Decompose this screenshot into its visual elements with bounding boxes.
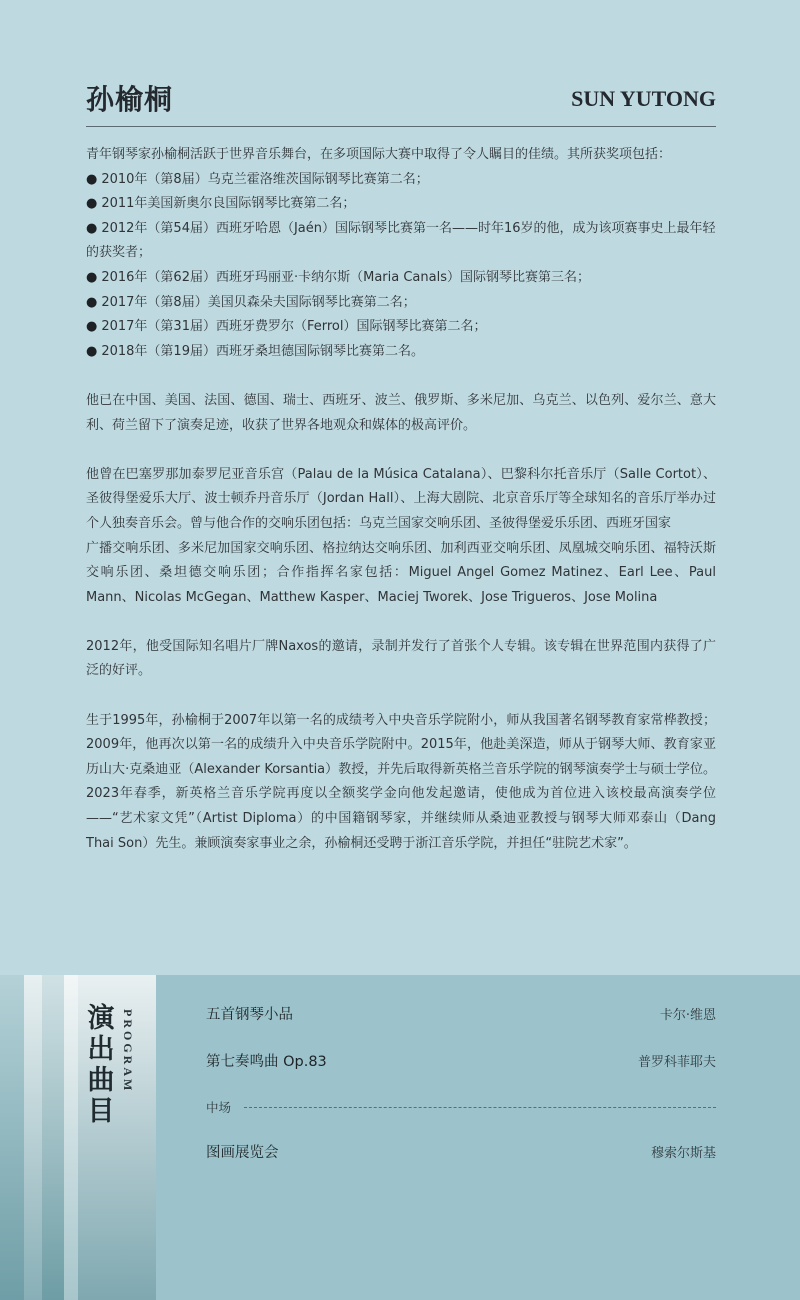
award-item: ● 2016年（第62届）西班牙玛丽亚·卡纳尔斯（Maria Canals）国际钢琴比赛第三名； xyxy=(86,269,590,285)
piece-title: 第七奏鸣曲 Op.83 xyxy=(206,1054,327,1070)
composer-name: 卡尔·维恩 xyxy=(659,1008,716,1023)
program-title-cn: 演出曲目 xyxy=(87,1003,115,1127)
piece-title: 图画展览会 xyxy=(206,1145,279,1161)
bio-paragraph-education: 生于1995年，孙榆桐于2007年以第一名的成绩考入中央音乐学院附小，师从我国著名钢琴教育家常桦教授；2009年，他再次以第一名的成绩升入中央音乐学院附中。2015年，他赴美深造，师从于钢琴大师、教育家亚历山大·克桑迪亚（Alexander Korsantia）教授，并先后取得新英格兰音乐学院的钢琴演奏学士与硕士学位。2023年春季，新英格兰音乐学院再度以全额奖学金向他发起邀请，使他成为首位进入该校最高演奏学位——“艺术家文凭”（Artist Diploma）的中国籍钢琴家，并继续师从桑迪亚教授与钢琴大师邓泰山（Dang Thai Son）先生。兼顾演奏家事业之余，孙榆桐还受聘于浙江音乐学院，并担任“驻院艺术家”。 xyxy=(86,712,716,851)
intermission-divider xyxy=(206,1098,716,1118)
award-item: ● 2012年（第54届）西班牙哈恩（Jaén）国际钢琴比赛第一名——时年16岁的他，成为该项赛事史上最年轻的获奖者； xyxy=(86,220,716,261)
award-item: ● 2010年（第8届）乌克兰霍洛维茨国际钢琴比赛第二名； xyxy=(86,171,429,187)
decorative-stripes xyxy=(0,975,156,1300)
intermission-label: 中场 xyxy=(206,1100,232,1115)
performer-name-en: SUN YUTONG xyxy=(571,86,716,111)
bio-paragraph-venues: 他曾在巴塞罗那加泰罗尼亚音乐宫（Palau de la Música Catalana）、巴黎科尔托音乐厅（Salle Cortot）、圣彼得堡爱乐大厅、波士顿乔丹音乐厅（Jordan Hall）、上海大剧院、北京音乐厅等全球知名的音乐厅举办过个人独奏音乐会。曾与他合作的交响乐团包括：乌克兰国家交响乐团、圣彼得堡爱乐乐团、西班牙国家 xyxy=(86,466,716,531)
award-item: ● 2018年（第19届）西班牙桑坦德国际钢琴比赛第二名。 xyxy=(86,343,424,359)
piece-title: 五首钢琴小品 xyxy=(206,1007,293,1023)
program-item xyxy=(206,1050,716,1074)
award-item: ● 2017年（第31届）西班牙费罗尔（Ferrol）国际钢琴比赛第二名； xyxy=(86,319,487,335)
performer-name-cn: 孙榆桐 xyxy=(86,83,174,116)
program-title-en: PROGRAM xyxy=(121,1009,135,1094)
bio-paragraph-orchestras: 广播交响乐团、多米尼加国家交响乐团、格拉纳达交响乐团、加利西亚交响乐团、凤凰城交响乐团、福特沃斯交响乐团、桑坦德交响乐团；合作指挥名家包括：Miguel Angel Gomez Matinez、Earl Lee、Paul Mann、Nicolas McGegan、Matthew Kasper、Maciej Tworek、Jose Trigueros、Jose Molina xyxy=(86,540,716,605)
bio-paragraph-album: 2012年，他受国际知名唱片厂牌Naxos的邀请，录制并发行了首张个人专辑。该专辑在世界范围内获得了广泛的好评。 xyxy=(86,638,716,679)
bio-paragraph-tours: 他已在中国、美国、法国、德国、瑞士、西班牙、波兰、俄罗斯、多米尼加、乌克兰、以色列、爱尔兰、意大利、荷兰留下了演奏足迹，收获了世界各地观众和媒体的极高评价。 xyxy=(86,392,716,433)
performer-header xyxy=(86,78,716,127)
award-item: ● 2017年（第8届）美国贝森朵夫国际钢琴比赛第二名； xyxy=(86,294,416,310)
dashed-line xyxy=(244,1107,716,1108)
program-item xyxy=(206,1003,716,1027)
program-panel xyxy=(0,975,800,1300)
composer-name: 穆索尔斯基 xyxy=(650,1146,716,1161)
composer-name: 普罗科菲耶夫 xyxy=(637,1055,716,1070)
bio-intro: 青年钢琴家孙榆桐活跃于世界音乐舞台，在多项国际大赛中取得了令人瞩目的佳绩。其所获奖项包括： xyxy=(86,147,672,162)
program-list xyxy=(206,975,716,1300)
award-item: ● 2011年美国新奥尔良国际钢琴比赛第二名； xyxy=(86,196,356,212)
biography xyxy=(86,143,716,881)
awards-list xyxy=(86,168,716,365)
program-item xyxy=(206,1141,716,1165)
